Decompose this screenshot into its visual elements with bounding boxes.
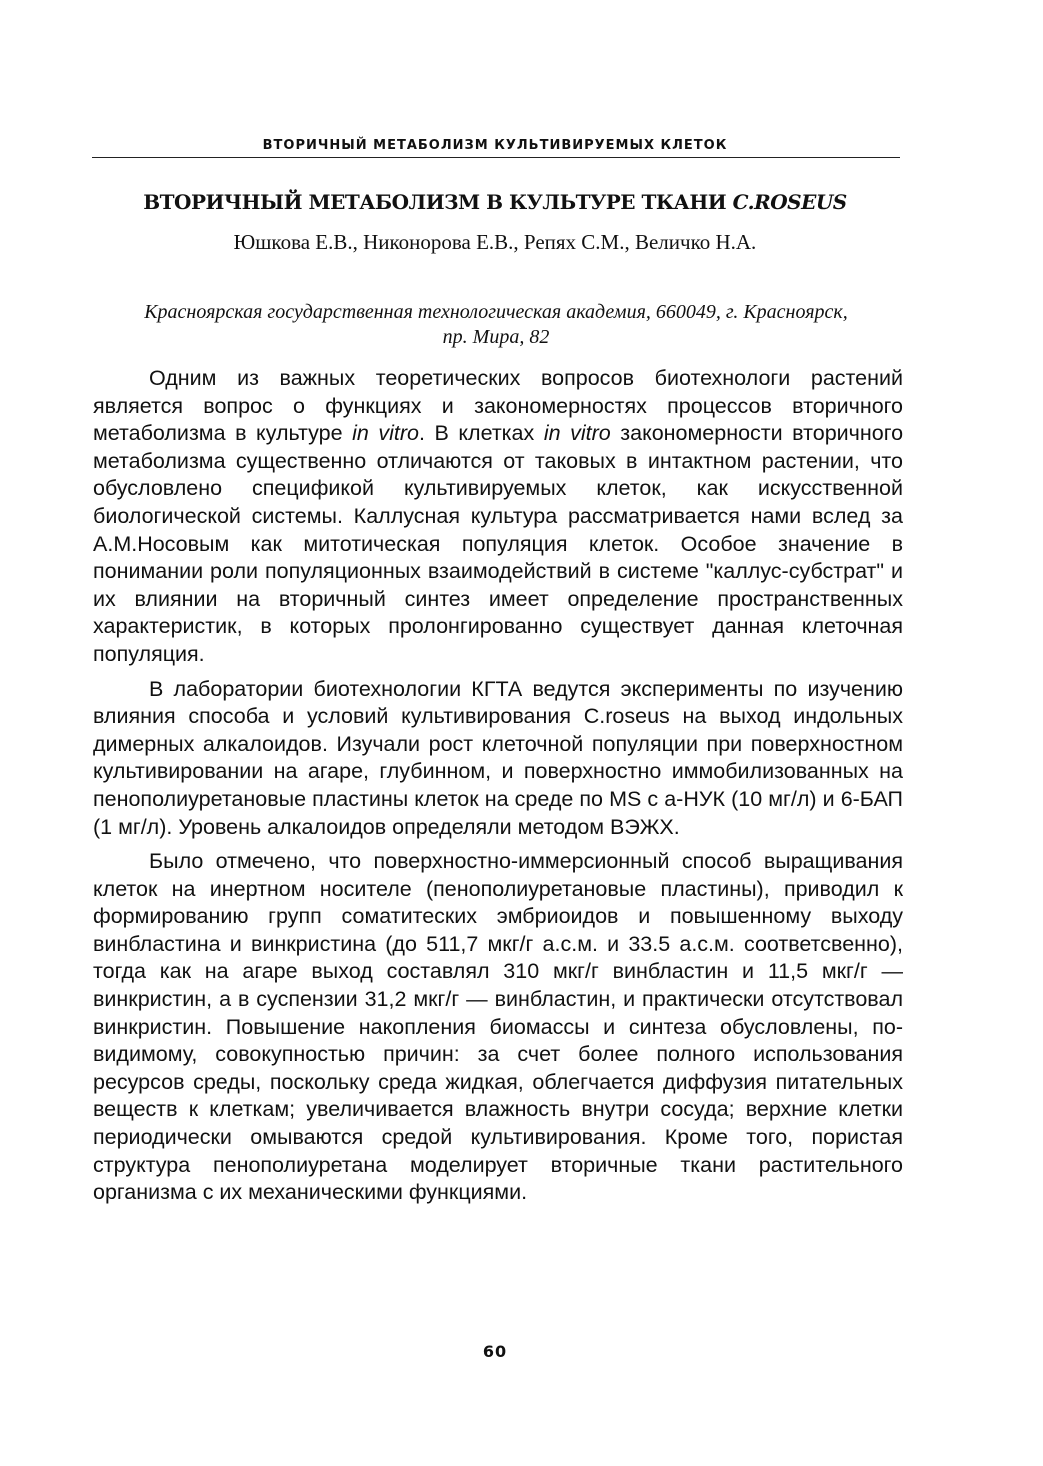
title-species: C.ROSEUS <box>732 190 847 214</box>
affiliation: Красноярская государственная технологическая академия, 660049, г. Красноярск, пр. Мира, 82 <box>144 301 848 348</box>
header-rule <box>92 157 900 158</box>
authors: Юшкова Е.В., Никонорова Е.В., Репях С.М., Величко Н.А. <box>233 230 757 254</box>
page-number: 60 <box>482 1342 508 1361</box>
paragraph-3: Было отмечено, что поверхностно-иммерсионный способ выращивания клеток на инертном носителе (пенополиуретановые пластины), приводил к формированию групп соматитеских эмбриоидов и повышенному выходу винбластина и винкристина (до 511,7 мкг/г а.с.м. и 33.5 а.с.м. соответсвенно), тогда как на агаре выход составлял 310 мкг/г винбластин и 11,5 мкг/г — винкристин, а в суспензии 31,2 мкг/г — винбластин, и практически отсутствовал винкристин. Повышение накопления биомассы и синтеза обусловлены, по-видимому, совокупностью причин: за счет более полного использования ресурсов среды, поскольку среда жидкая, облегчается диффузия питательных веществ к клеткам; увеличивается влажность внутри сосуда; верхние клетки периодически омываются средой культивирования. Кроме того, пористая структура пенополиуретана моделирует вторичные ткани растительного организма с их механическими функциями. <box>93 849 903 1205</box>
paragraph-2: В лаборатории биотехнологии КГТА ведутся эксперименты по изучению влияния способа и условий культивирования C.roseus на выход индольных димерных алкалоидов. Изучали рост клеточной популяции при поверхностном культивировании на агаре, глубинном, и поверхностно иммобилизованных на пенополиуретановые пластины клеток на среде по MS с а-НУК (10 мг/л) и 6-БАП (1 мг/л). Уровень алкалоидов определяли методом ВЭЖХ. <box>93 676 903 839</box>
paragraph-1: Одним из важных теоретических вопросов биотехнологи растений является вопрос о функциях и закономерностях процессов вторичного метаболизма в культуре in vitro. В клетках in vitro закономерности вторичного метаболизма существенно отличаются от таковых в интактном растении, что обусловлено спецификой культивируемых клеток, как искусственной биологической системы. Каллусная культура рассматривается нами вслед за А.М.Носовым как митотическая популяция клеток. Особое значение в понимании роли популяционных взаимодействий в системе "каллус-субстрат" и их влиянии на вторичный синтез имеет определение пространственных характеристик, в которых пролонгированно существует данная клеточная популяция. <box>93 366 904 666</box>
title-main: ВТОРИЧНЫЙ МЕТАБОЛИЗМ В КУЛЬТУРЕ ТКАНИ <box>143 190 733 214</box>
article-title <box>92 190 898 214</box>
article-body <box>93 365 903 1214</box>
running-header: ВТОРИЧНЫЙ МЕТАБОЛИЗМ КУЛЬТИВИРУЕМЫХ КЛЕТОК <box>262 138 728 153</box>
